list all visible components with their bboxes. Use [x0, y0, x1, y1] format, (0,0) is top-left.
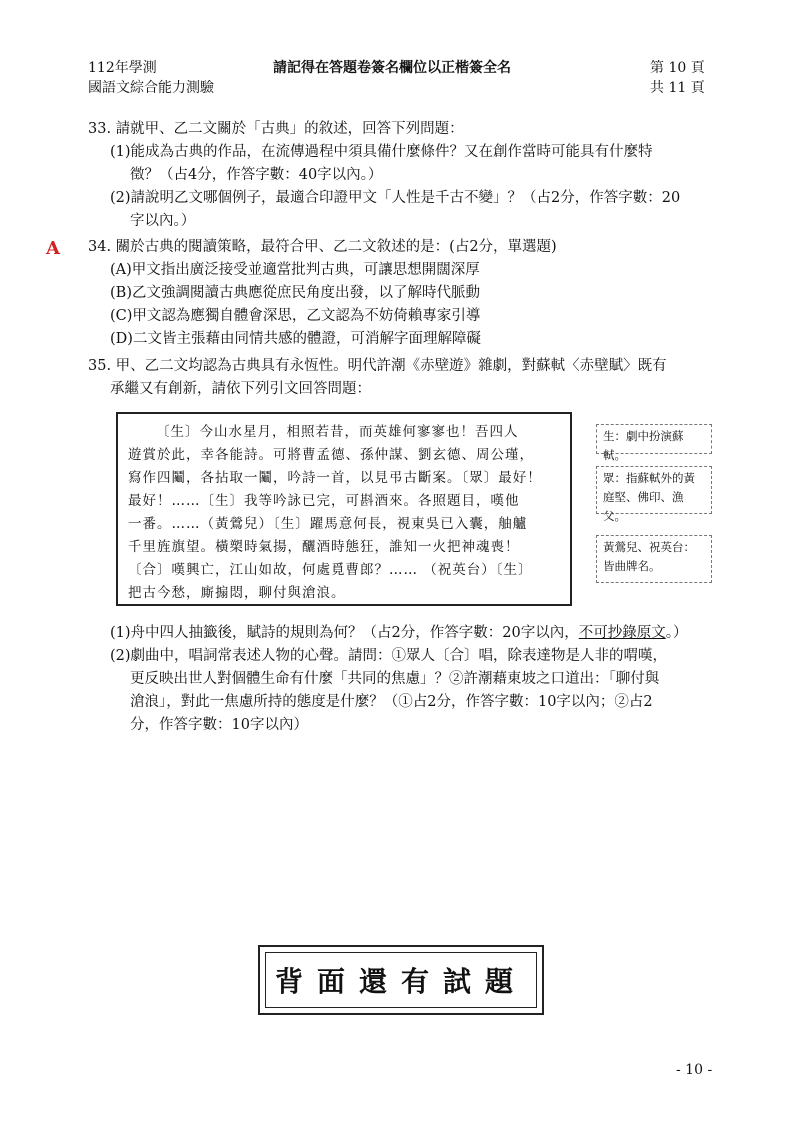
question-33-stem: 33. 請就甲、乙二文關於「古典」的敘述，回答下列問題：	[88, 121, 464, 137]
quote-line: 遊賞於此，幸各能詩。可將曹孟德、孫仲謀、劉玄德、周公瑾，	[128, 447, 534, 463]
question-33-part1-cont: 徵？（占4分，作答字數：40字以內。）	[130, 167, 383, 183]
question-34-option-b: (B)乙文強調閱讀古典應從庶民角度出發，以了解時代脈動	[110, 285, 480, 301]
annotation-note: 黃鶯兒、祝英台：皆曲牌名。	[596, 535, 712, 583]
back-side-notice-box	[258, 945, 544, 1015]
exam-year: 112年學測	[88, 60, 157, 76]
question-35-part2-cont: 滄浪」，對此一焦慮所持的態度是什麼？（①占2分，作答字數：10字以內；②占2	[130, 694, 653, 710]
question-35-part1-text: (1)舟中四人抽籤後，賦詩的規則為何？（占2分，作答字數：20字以內，	[110, 625, 579, 641]
answer-mark: A	[46, 238, 60, 259]
back-side-notice: 背面還有試題	[265, 952, 537, 1008]
subject-title: 國語文綜合能力測驗	[88, 80, 214, 96]
quote-line: 〔生〕今山水星月，相照若昔，而英雄何寥寥也！吾四人	[156, 424, 519, 440]
annotation-note: 生：劇中扮演蘇軾。	[596, 424, 712, 454]
question-35-stem: 35. 甲、乙二文均認為古典具有永恆性。明代許潮《赤壁遊》雜劇，對蘇軾〈赤壁賦〉既有	[88, 358, 667, 374]
question-33-part1: (1)能成為古典的作品，在流傳過程中須具備什麼條件？又在創作當時可能具有什麼特	[110, 144, 653, 160]
question-35-part1	[110, 622, 687, 645]
question-35-part2-cont: 分，作答字數：10字以內）	[130, 717, 308, 733]
total-pages-label: 共 11 頁	[650, 80, 705, 96]
quote-line: 〔合〕嘆興亡，江山如故，何處覓曹郎？…… （祝英台）〔生〕	[128, 562, 533, 578]
question-33-part2-cont: 字以內。）	[130, 213, 196, 229]
question-35-part1-tail: 。）	[665, 625, 688, 641]
quote-line: 最好！……〔生〕我等吟詠已完，可斟酒來。各照題目，嘆他	[128, 493, 520, 509]
question-34-option-d: (D)二文皆主張藉由同情共感的體證，可消解字面理解障礙	[110, 331, 481, 347]
question-35-part2-cont: 更反映出世人對個體生命有什麼「共同的焦慮」？②許潮藉東坡之口道出：「聊付與	[130, 671, 660, 687]
signature-notice: 請記得在答題卷簽名欄位以正楷簽全名	[273, 60, 511, 76]
quote-line: 一番。……（黃鶯兒）〔生〕躍馬意何長，視東吳已入囊，舳艫	[128, 516, 528, 532]
quote-box	[116, 412, 572, 606]
question-34-stem: 34. 關於古典的閱讀策略，最符合甲、乙二文敘述的是：(占2分，單選題)	[88, 239, 557, 255]
question-35-stem-cont: 承繼又有創新，請依下列引文回答問題：	[110, 381, 371, 397]
question-34-option-a: (A)甲文指出廣泛接受並適當批判古典，可讓思想開闊深厚	[110, 262, 480, 278]
no-copy-warning: 不可抄錄原文	[578, 625, 666, 641]
annotation-note: 眾：指蘇軾外的黃庭堅、佛印、漁父。	[596, 466, 712, 514]
quote-line: 千里旌旗望。橫槊時氣揚，釃酒時態狂，誰知一火把神魂喪！	[128, 539, 520, 555]
question-34-option-c: (C)甲文認為應獨自體會深思，乙文認為不妨倚賴專家引導	[110, 308, 481, 324]
quote-line: 寫作四鬮，各拈取一鬮，吟詩一首，以見弔古斷案。〔眾〕最好！	[128, 470, 542, 486]
page-number-label: 第 10 頁	[650, 60, 705, 76]
question-35-part2: (2)劇曲中，唱詞常表述人物的心聲。請問：①眾人〔合〕唱，除表達物是人非的喟嘆，	[110, 648, 668, 664]
footer-page-number: - 10 -	[676, 1062, 713, 1078]
question-33-part2: (2)請說明乙文哪個例子，最適合印證甲文「人性是千古不變」？（占2分，作答字數：20	[110, 190, 681, 206]
quote-line: 把古今愁，廝搧悶，聊付與滄浪。	[128, 585, 346, 601]
